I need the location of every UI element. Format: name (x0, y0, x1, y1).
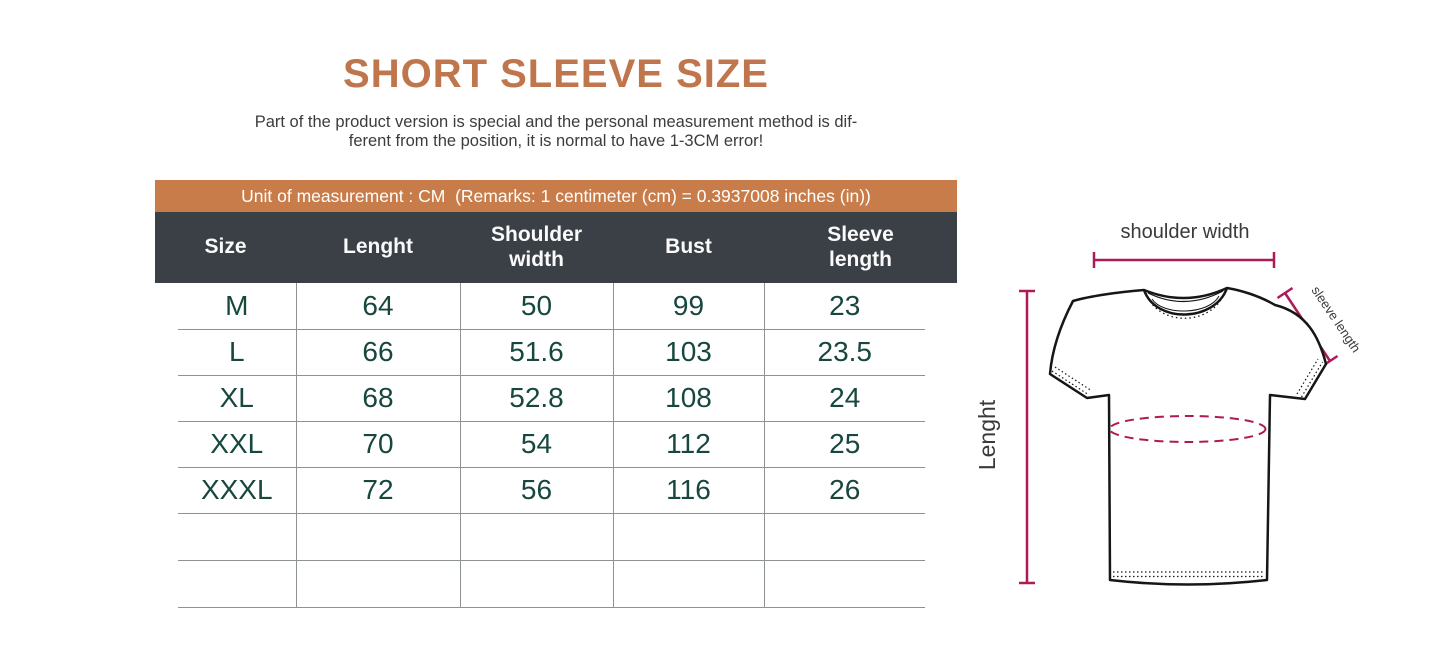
cell-sleeve-length: 26 (764, 467, 925, 513)
size-table-header (155, 212, 957, 283)
unit-of-measurement-banner: Unit of measurement : CM (Remarks: 1 centimeter (cm) = 0.3937008 inches (in)) (155, 180, 957, 212)
cell-shoulder-width: 51.6 (460, 329, 613, 375)
page-title: SHORT SLEEVE SIZE (343, 52, 769, 96)
cell-length: 70 (296, 421, 460, 467)
cell-shoulder-width: 52.8 (460, 375, 613, 421)
length-measure-line (1019, 291, 1035, 583)
cell-size: XL (178, 375, 296, 421)
size-table-body (178, 283, 925, 608)
subtitle-line-1: Part of the product version is special and the personal measurement method is dif- (254, 113, 858, 131)
subtitle-note (130, 113, 982, 151)
cell-size: M (178, 283, 296, 329)
shoulder-width-measure-line (1094, 252, 1274, 268)
cell-length: 66 (296, 329, 460, 375)
tshirt-measurement-diagram (962, 203, 1406, 628)
cell-sleeve-length: 24 (764, 375, 925, 421)
cell-length: 72 (296, 467, 460, 513)
header-length: Lenght (343, 235, 413, 259)
header-bust: Bust (665, 235, 712, 259)
tshirt-outline (1050, 288, 1326, 585)
table-empty-row (178, 560, 925, 607)
table-row-xxxl (178, 467, 925, 513)
table-row-xl (178, 375, 925, 421)
cell-bust: 112 (613, 421, 764, 467)
shoulder-width-label: shoulder width (1120, 221, 1250, 243)
table-row-xxl (178, 421, 925, 467)
sleeve-length-label: sleeve length (1308, 283, 1364, 356)
cell-sleeve-length: 23.5 (764, 329, 925, 375)
cell-size: L (178, 329, 296, 375)
length-label: Lenght (974, 399, 1000, 471)
cell-shoulder-width: 56 (460, 467, 613, 513)
cell-length: 64 (296, 283, 460, 329)
cell-bust: 108 (613, 375, 764, 421)
cell-shoulder-width: 50 (460, 283, 613, 329)
table-row-l (178, 329, 925, 375)
cell-bust: 116 (613, 467, 764, 513)
cell-bust: 103 (613, 329, 764, 375)
table-row-m (178, 283, 925, 329)
cell-size: XXL (178, 421, 296, 467)
cell-size: XXXL (178, 467, 296, 513)
cell-sleeve-length: 25 (764, 421, 925, 467)
cell-shoulder-width: 54 (460, 421, 613, 467)
cell-bust: 99 (613, 283, 764, 329)
header-size: Size (204, 235, 247, 259)
subtitle-line-2: ferent from the position, it is normal to have 1-3CM error! (348, 132, 764, 150)
header-shoulder-width: Shoulder width (490, 223, 582, 271)
cell-sleeve-length: 23 (764, 283, 925, 329)
cell-length: 68 (296, 375, 460, 421)
header-sleeve-length: Sleeve length (827, 223, 894, 271)
table-empty-row (178, 513, 925, 560)
